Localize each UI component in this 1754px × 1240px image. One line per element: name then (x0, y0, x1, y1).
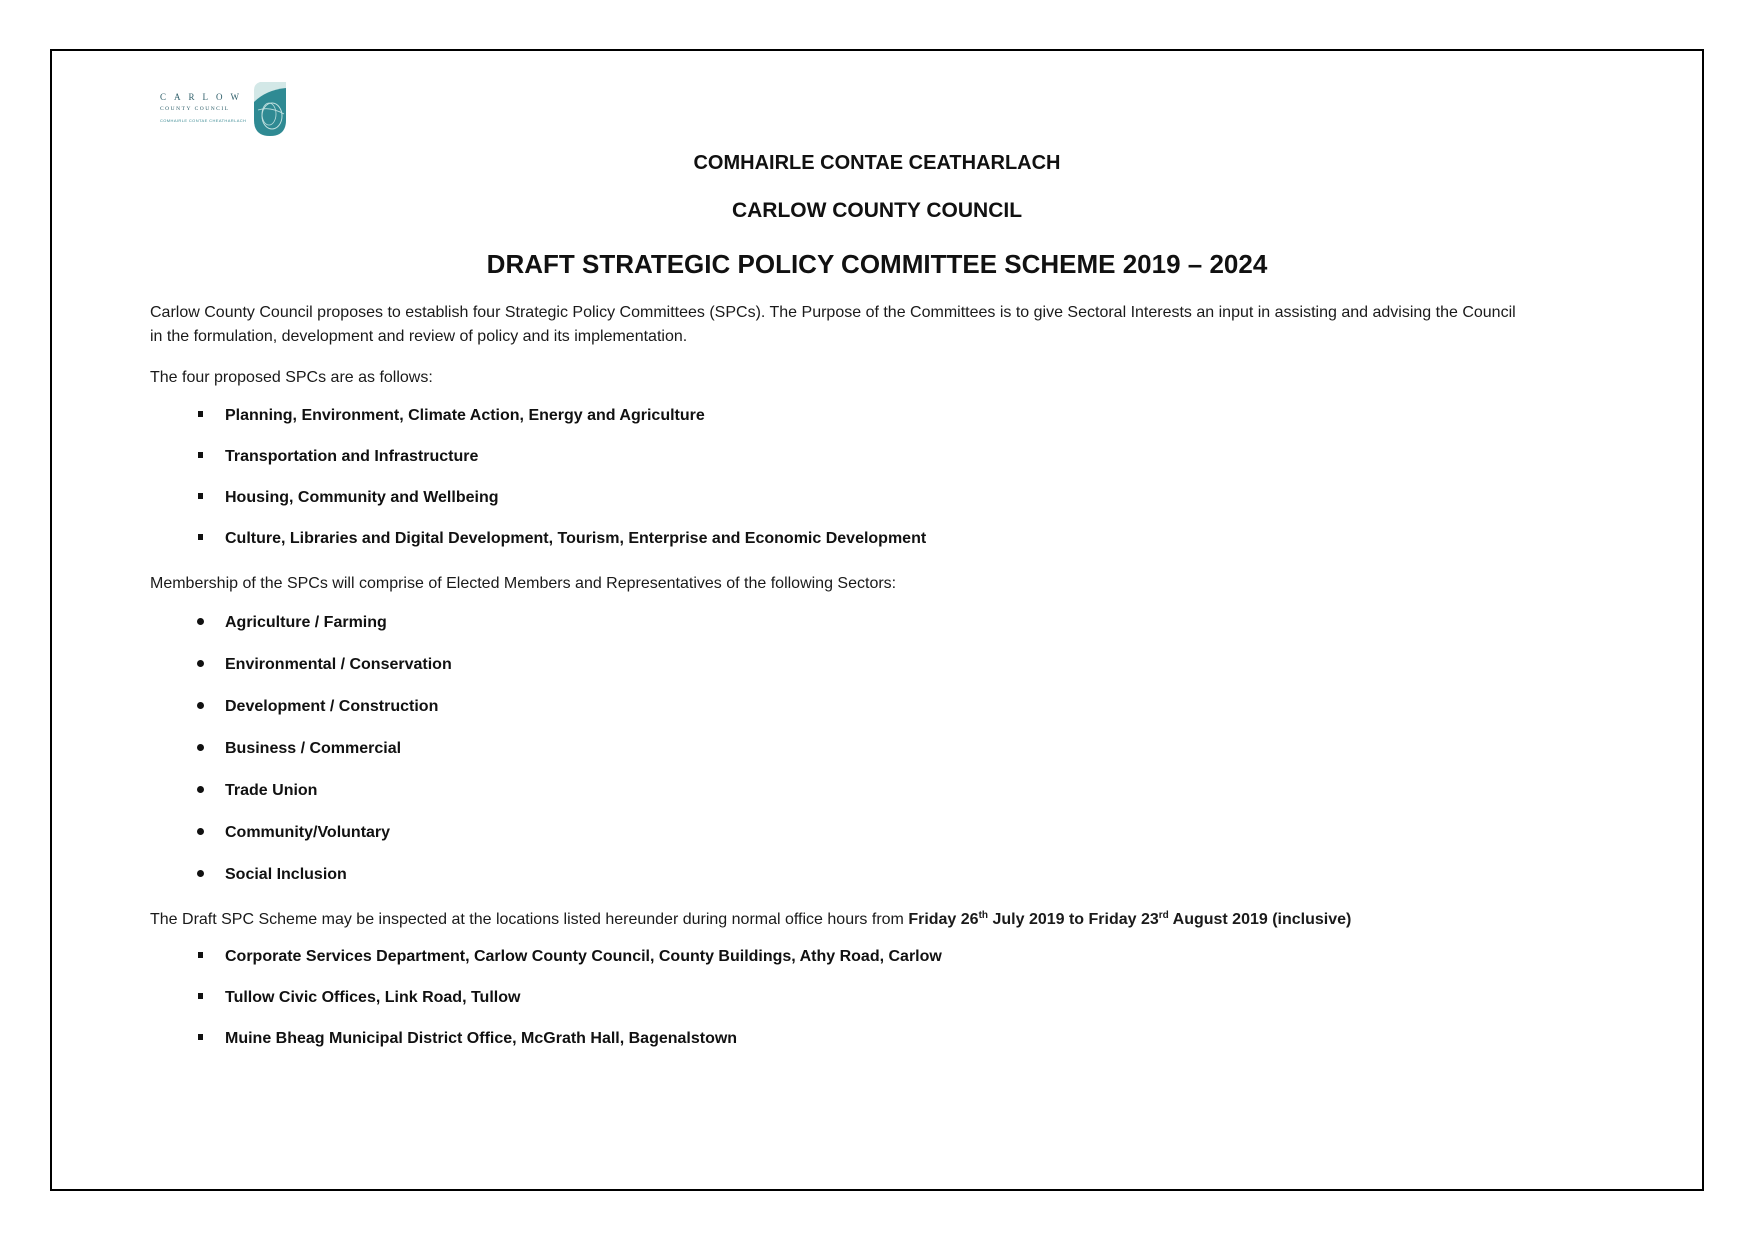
round-bullet-icon (190, 782, 210, 800)
round-bullet-icon (190, 656, 210, 674)
sector-label: Business / Commercial (225, 740, 402, 757)
square-bullet-icon (190, 448, 210, 466)
sector-label: Agriculture / Farming (225, 614, 387, 631)
round-bullet-icon (190, 614, 210, 632)
location-label: Corporate Services Department, Carlow County Council, County Buildings, Athy Road, Carlow (225, 948, 942, 965)
square-bullet-icon (190, 948, 210, 966)
header-english-name: CARLOW COUNTY COUNCIL (731, 199, 1023, 222)
square-bullet-icon (190, 1030, 210, 1048)
round-bullet-icon (190, 866, 210, 884)
logo-text-irish: COMHAIRLE CONTAE CHEATHARLACH (160, 118, 247, 123)
inspection-lead: The Draft SPC Scheme may be inspected at the locations listed hereunder during normal office hours from (150, 911, 909, 928)
location-label: Tullow Civic Offices, Link Road, Tullow (225, 989, 521, 1006)
header-irish-name: COMHAIRLE CONTAE CEATHARLACH (693, 152, 1061, 174)
sector-label: Community/Voluntary (225, 824, 391, 841)
spc-label: Planning, Environment, Climate Action, Energy and Agriculture (225, 407, 705, 424)
intro-paragraph-line-2: in the formulation, development and review of policy and its implementation. (150, 328, 688, 345)
spc-label: Transportation and Infrastructure (225, 448, 479, 465)
square-bullet-icon (190, 407, 210, 425)
logo-text-county-council: COUNTY COUNCIL (160, 106, 230, 112)
spc-label: Culture, Libraries and Digital Development, Tourism, Enterprise and Economic Development (225, 530, 927, 547)
intro-paragraph-line-1: Carlow County Council proposes to establish four Strategic Policy Committees (SPCs). The Purpose of the Committees is to give Sectoral Interests an input in assisting and advising the Council (150, 304, 1516, 321)
sector-label: Environmental / Conservation (225, 656, 452, 673)
logo-text-carlow: CARLOW (160, 92, 247, 102)
sector-label: Development / Construction (225, 698, 439, 715)
document-title: DRAFT STRATEGIC POLICY COMMITTEE SCHEME 2019 – 2024 (486, 249, 1268, 279)
location-label: Muine Bheag Municipal District Office, McGrath Hall, Bagenalstown (225, 1030, 738, 1047)
spcs-lead-text: The four proposed SPCs are as follows: (150, 369, 433, 386)
sector-label: Social Inclusion (225, 866, 347, 883)
sector-label: Trade Union (225, 782, 318, 799)
inspection-text (150, 908, 1351, 932)
round-bullet-icon (190, 824, 210, 842)
square-bullet-icon (190, 489, 210, 507)
sectors-lead-text: Membership of the SPCs will comprise of Elected Members and Representatives of the following Sectors: (150, 575, 897, 592)
square-bullet-icon (190, 530, 210, 548)
round-bullet-icon (190, 740, 210, 758)
logo-emblem-icon (252, 80, 288, 138)
round-bullet-icon (190, 698, 210, 716)
carlow-county-council-logo (150, 80, 290, 140)
square-bullet-icon (190, 989, 210, 1007)
spc-label: Housing, Community and Wellbeing (225, 489, 499, 506)
inspection-dates: Friday 26th July 2019 to Friday 23rd August 2019 (inclusive) (908, 910, 1352, 928)
